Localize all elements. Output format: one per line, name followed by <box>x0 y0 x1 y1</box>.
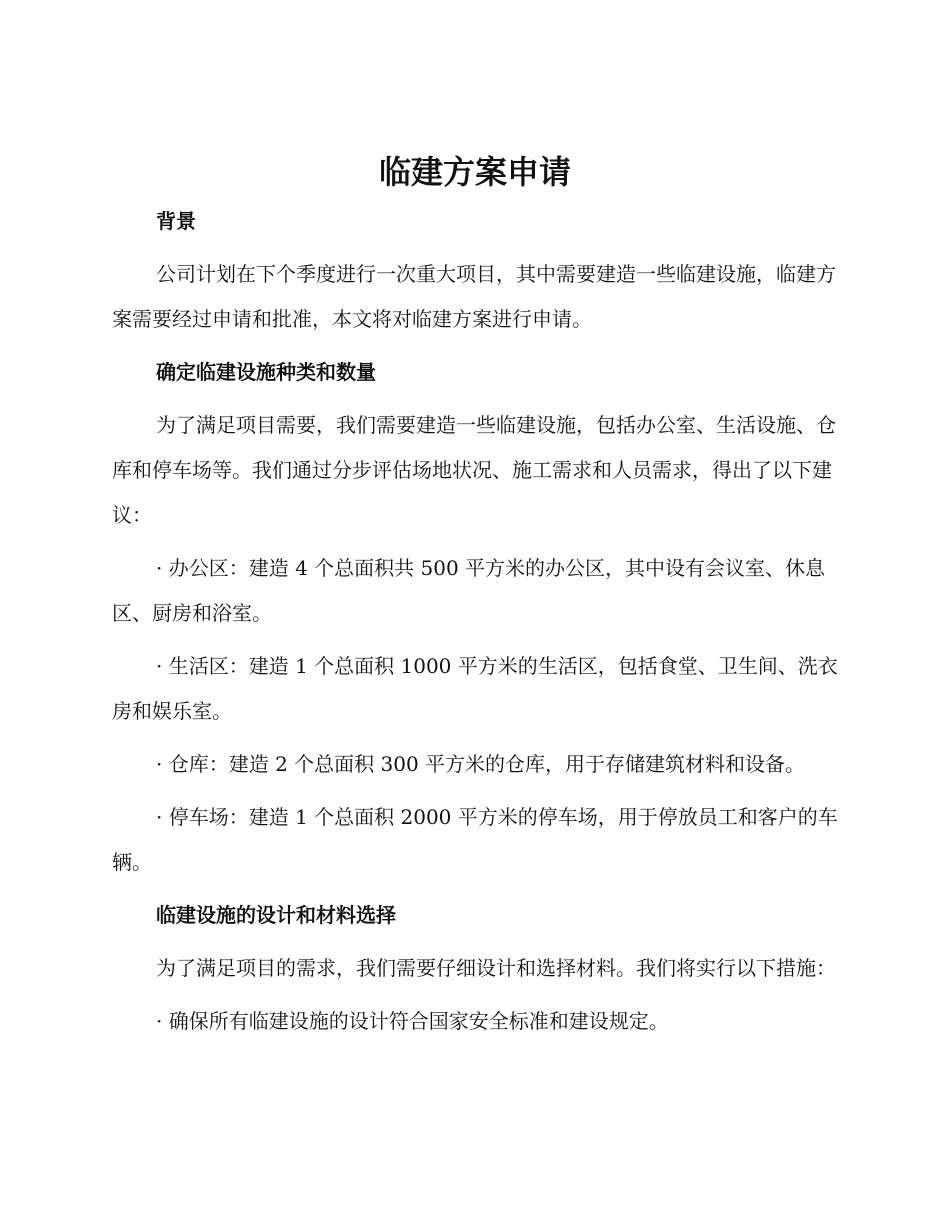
paragraph-design-intro: 为了满足项目的需求，我们需要仔细设计和选择材料。我们将实行以下措施： <box>156 956 836 980</box>
document-title: 临建方案申请 <box>378 153 571 191</box>
section-heading-background: 背景 <box>156 209 196 233</box>
document-body <box>112 199 838 1044</box>
list-item-safety-standards: · 确保所有临建设施的设计符合国家安全标准和建设规定。 <box>156 1009 669 1033</box>
section-heading-facility-types: 确定临建设施种类和数量 <box>156 360 376 384</box>
paragraph-facility-intro: 为了满足项目需要，我们需要建造一些临建设施，包括办公室、生活设施、仓库和停车场等。我们通过分步评估场地状况、施工需求和人员需求，得出了以下建议： <box>112 413 836 527</box>
paragraph-background: 公司计划在下个季度进行一次重大项目，其中需要建造一些临建设施，临建方案需要经过申请和批准，本文将对临建方案进行申请。 <box>112 262 836 331</box>
list-item-parking: · 停车场：建造 1 个总面积 2000 平方米的停车场，用于停放员工和客户的车辆。 <box>112 805 838 874</box>
list-item-office: · 办公区：建造 4 个总面积共 500 平方米的办公区，其中设有会议室、休息区、厨房和浴室。 <box>112 556 826 625</box>
section-heading-design-materials: 临建设施的设计和材料选择 <box>156 903 396 927</box>
list-item-warehouse: · 仓库：建造 2 个总面积 300 平方米的仓库，用于存储建筑材料和设备。 <box>156 752 806 776</box>
list-item-living-area: · 生活区：建造 1 个总面积 1000 平方米的生活区，包括食堂、卫生间、洗衣房和娱乐室。 <box>112 654 838 723</box>
